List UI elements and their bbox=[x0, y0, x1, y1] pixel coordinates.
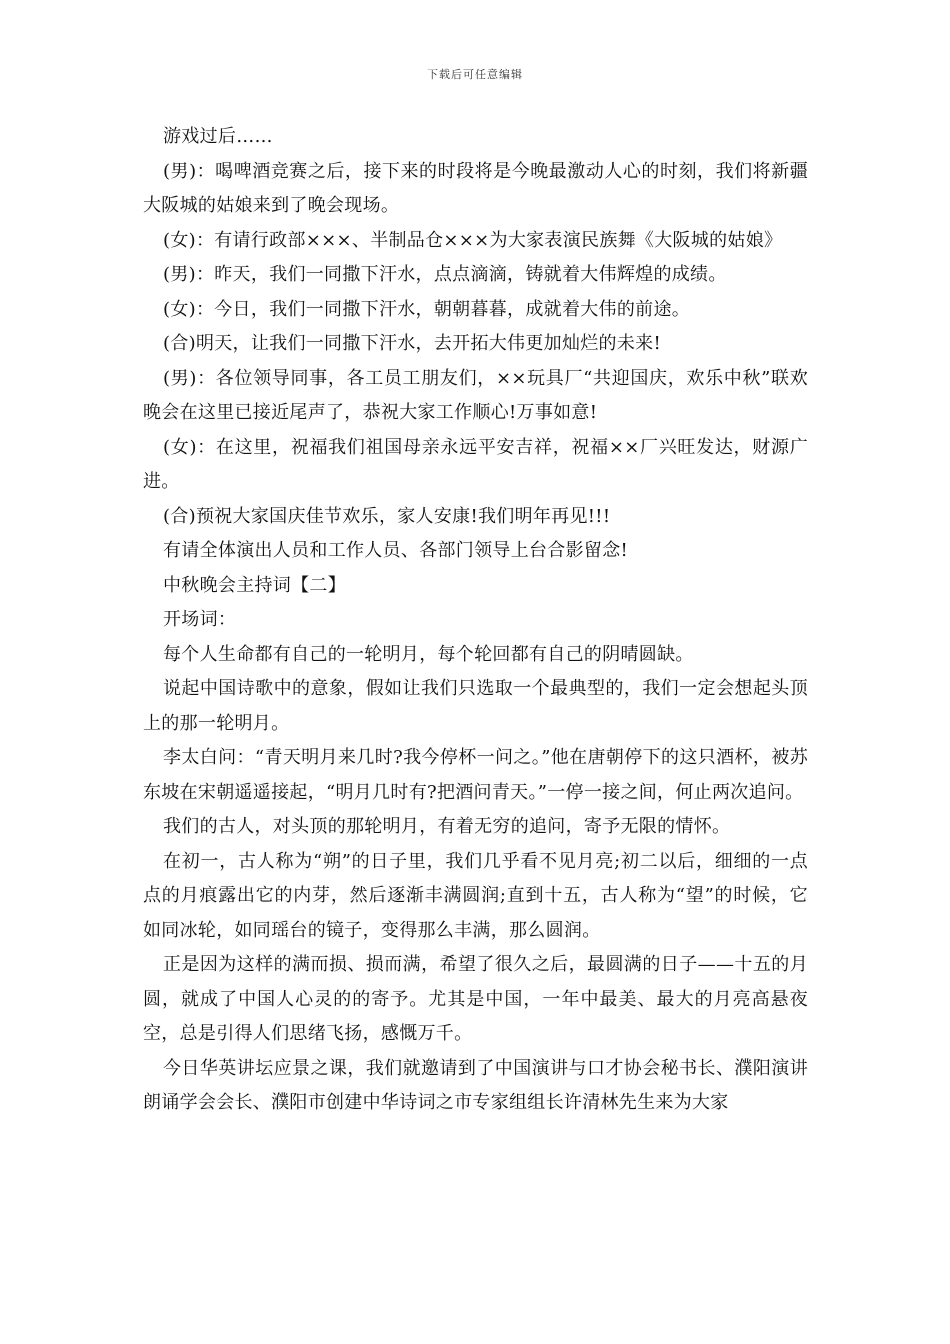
paragraph: 说起中国诗歌中的意象，假如让我们只选取一个最典型的，我们一定会想起头顶上的那一轮明月。 bbox=[143, 678, 808, 734]
paragraph: (男)：各位领导同事，各工员工朋友们，××玩具厂“共迎国庆，欢乐中秋”联欢晚会在这里已接近尾声了，恭祝大家工作顺心!万事如意! bbox=[143, 367, 808, 423]
paragraph: 有请全体演出人员和工作人员、各部门领导上台合影留念! bbox=[163, 540, 629, 561]
page-header: 下载后可任意编辑 bbox=[427, 68, 523, 81]
paragraph: 今日华英讲坛应景之课，我们就邀请到了中国演讲与口才协会秘书长、濮阳演讲朗诵学会会长、濮阳市创建中华诗词之市专家组组长许清林先生来为大家 bbox=[143, 1057, 808, 1113]
section-heading: 中秋晚会主持词【二】 bbox=[163, 574, 346, 596]
paragraph: 在初一，古人称为“朔”的日子里，我们几乎看不见月亮;初二以后，细细的一点点的月痕露出它的内芽，然后逐渐丰满圆润;直到十五，古人称为“望”的时候，它如同冰轮，如同瑶台的镜子，变得那么丰满，那么圆润。 bbox=[143, 850, 808, 941]
paragraph: 正是因为这样的满而损、损而满，希望了很久之后，最圆满的日子——十五的月圆，就成了中国人心灵的的寄予。尤其是中国，一年中最美、最大的月亮高悬夜空，总是引得人们思绪飞扬，感慨万千。 bbox=[143, 954, 808, 1044]
paragraph: (女)：今日，我们一同撒下汗水，朝朝暮暮，成就着大伟的前途。 bbox=[163, 298, 691, 320]
paragraph: 每个人生命都有自己的一轮明月，每个轮回都有自己的阴晴圆缺。 bbox=[163, 643, 694, 665]
paragraph: (女)：在这里，祝福我们祖国母亲永远平安吉祥，祝福××厂兴旺发达，财源广进。 bbox=[143, 436, 808, 492]
paragraph: (合)预祝大家国庆佳节欢乐，家人安康!我们明年再见!!! bbox=[163, 505, 611, 527]
paragraph: 李太白问：“青天明月来几时?我今停杯一问之。”他在唐朝停下的这只酒杯，被苏东坡在宋朝遥遥接起，“明月几时有?把酒问青天。”一停一接之间，何止两次追问。 bbox=[143, 747, 808, 803]
document-body bbox=[143, 120, 808, 1121]
paragraph: (男)：喝啤酒竞赛之后，接下来的时段将是今晚最激动人心的时刻，我们将新疆大阪城的姑娘来到了晚会现场。 bbox=[143, 160, 808, 216]
subheading: 开场词： bbox=[163, 609, 237, 630]
paragraph: (女)：有请行政部×××、半制品仓×××为大家表演民族舞《大阪城的姑娘》 bbox=[163, 229, 783, 251]
paragraph: 游戏过后…… bbox=[163, 126, 273, 147]
paragraph: (合)明天，让我们一同撒下汗水，去开拓大伟更加灿烂的未来! bbox=[163, 333, 661, 354]
paragraph: 我们的古人，对头顶的那轮明月，有着无穷的追问，寄予无限的情怀。 bbox=[163, 816, 731, 837]
paragraph: (男)：昨天，我们一同撒下汗水，点点滴滴，铸就着大伟辉煌的成绩。 bbox=[163, 264, 727, 285]
